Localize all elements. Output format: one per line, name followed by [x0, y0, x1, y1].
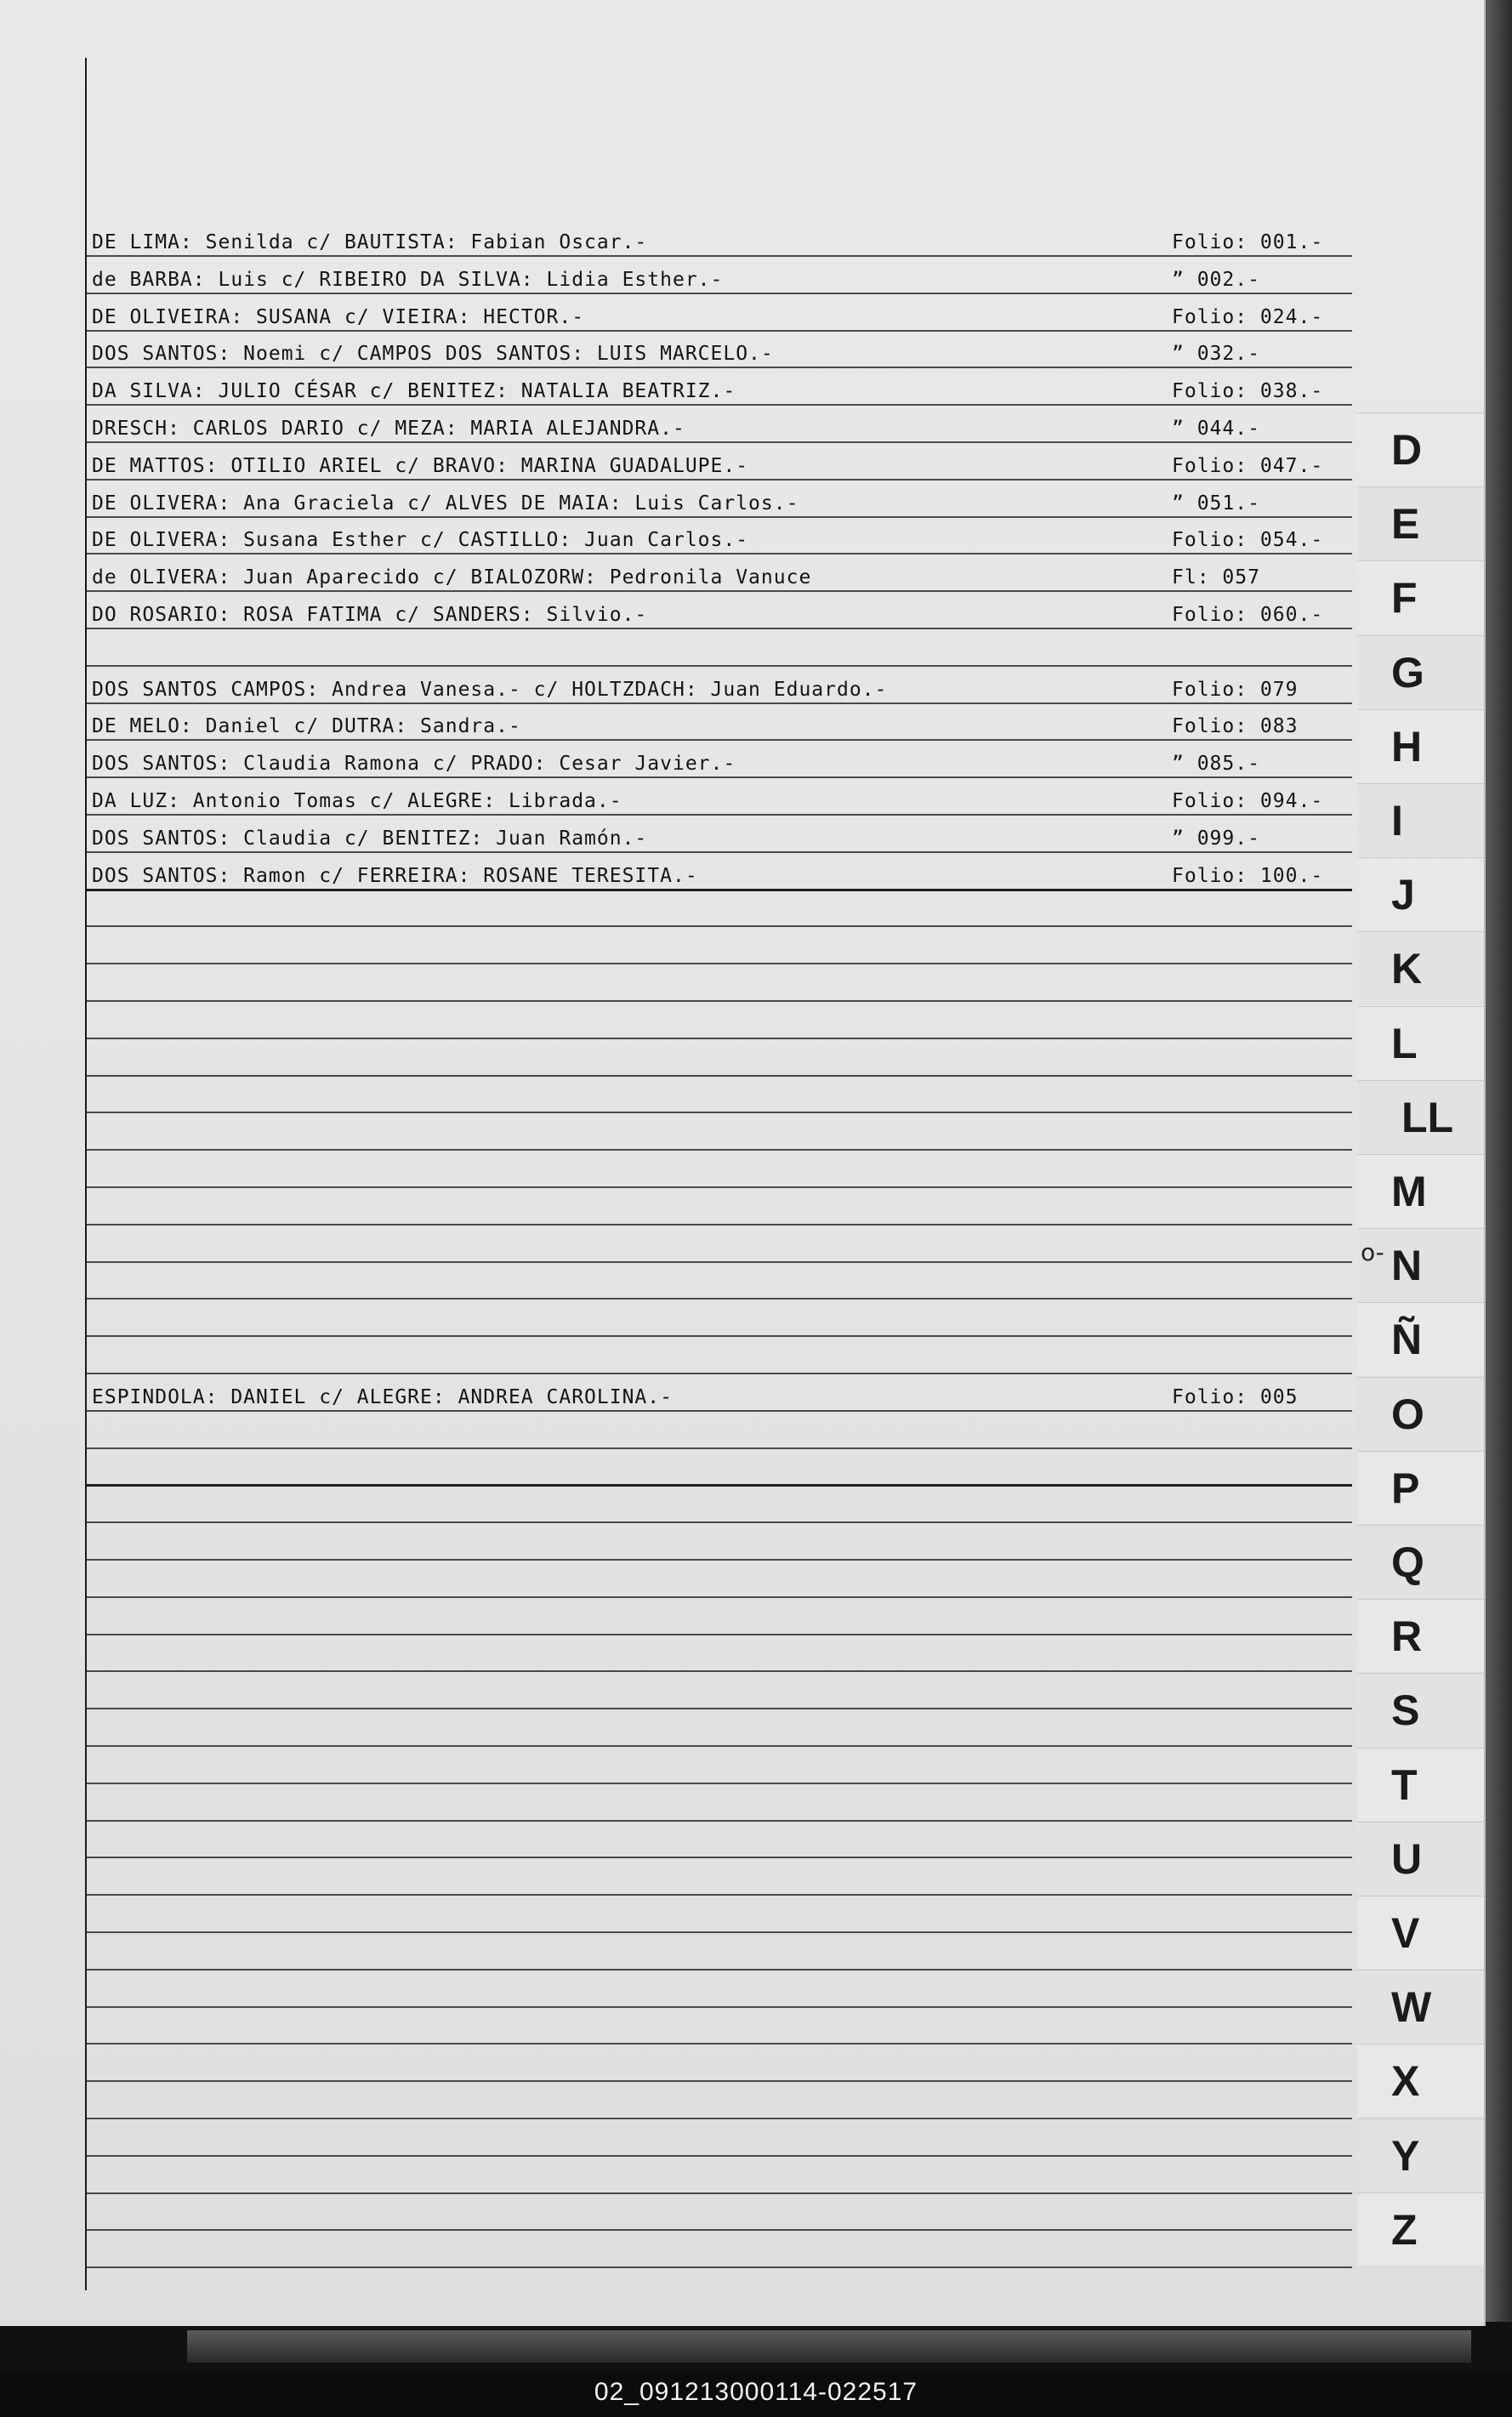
ruled-line: [87, 479, 1352, 481]
entry-names: DOS SANTOS: Claudia Ramona c/ PRADO: Cesar Javier.-: [92, 753, 736, 775]
ruled-line: [87, 1894, 1352, 1896]
entry-folio: Folio: 047.-: [1172, 455, 1324, 477]
ruled-line: [87, 1559, 1352, 1561]
index-entry: [92, 259, 1350, 293]
page-shadow: [187, 2330, 1471, 2363]
index-entry: [92, 855, 1350, 889]
ruled-line: [87, 1224, 1352, 1226]
ruled-line: [87, 1931, 1352, 1933]
entry-folio: Folio: 079: [1172, 679, 1299, 701]
ruled-line: [87, 330, 1352, 332]
tab-u[interactable]: U: [1357, 1822, 1485, 1895]
ruled-line: [87, 1969, 1352, 1971]
index-entry: [92, 221, 1350, 255]
ruled-line: [87, 1521, 1352, 1523]
ruled-line: [87, 1075, 1352, 1077]
ruled-line: [87, 2043, 1352, 2044]
entry-names: DOS SANTOS CAMPOS: Andrea Vanesa.- c/ HOLTZDACH: Juan Eduardo.-: [92, 679, 888, 701]
tab-h[interactable]: H: [1357, 709, 1485, 782]
tab-ll[interactable]: LL: [1357, 1080, 1485, 1153]
index-entry: [92, 705, 1350, 739]
tab-x[interactable]: X: [1357, 2044, 1485, 2117]
alphabet-tabs: [1357, 412, 1485, 2317]
ruled-line: [87, 814, 1352, 816]
section-divider-line: [87, 1484, 1352, 1487]
ruled-line: [87, 665, 1352, 667]
ruled-line: [87, 1373, 1352, 1374]
tab-m[interactable]: M: [1357, 1154, 1485, 1227]
ruled-line: [87, 441, 1352, 443]
ruled-line: [87, 1038, 1352, 1039]
entry-names: DOS SANTOS: Claudia c/ BENITEZ: Juan Ramón.-: [92, 827, 648, 850]
tab-y[interactable]: Y: [1357, 2118, 1485, 2192]
index-entry: [92, 742, 1350, 776]
index-entry: [92, 407, 1350, 441]
ruled-line: [87, 2080, 1352, 2082]
entry-folio: Folio: 001.-: [1172, 231, 1324, 253]
tab-v[interactable]: V: [1357, 1896, 1485, 1969]
tab-s[interactable]: S: [1357, 1673, 1485, 1746]
ruled-line: [87, 553, 1352, 554]
ruled-line: [87, 590, 1352, 592]
tab-i[interactable]: I: [1357, 783, 1485, 856]
ruled-line: [87, 1335, 1352, 1337]
section-divider-line: [87, 889, 1352, 891]
ruled-line: [87, 739, 1352, 741]
ruled-line: [87, 1634, 1352, 1635]
ruled-line: [87, 1112, 1352, 1113]
index-entry: [92, 370, 1350, 404]
tab-q[interactable]: Q: [1357, 1525, 1485, 1598]
entry-names: DO ROSARIO: ROSA FATIMA c/ SANDERS: Silvio.-: [92, 604, 648, 626]
ruled-line: [87, 255, 1352, 257]
tab-o[interactable]: O: [1357, 1377, 1485, 1450]
ruled-line: [87, 1410, 1352, 1412]
scan-id-label: 02_091213000114-022517: [594, 2378, 918, 2406]
ruled-line: [87, 2006, 1352, 2008]
ruled-line: [87, 963, 1352, 964]
tab-p[interactable]: P: [1357, 1451, 1485, 1524]
entry-folio: Fl: 057: [1172, 566, 1260, 589]
entry-folio: ” 044.-: [1172, 418, 1260, 440]
entry-names: DE OLIVEIRA: SUSANA c/ VIEIRA: HECTOR.-: [92, 306, 585, 328]
index-entry: [92, 780, 1350, 814]
entry-folio: ” 051.-: [1172, 492, 1260, 515]
entry-names: DA LUZ: Antonio Tomas c/ ALEGRE: Librada.-: [92, 790, 622, 812]
entry-names: DE LIMA: Senilda c/ BAUTISTA: Fabian Oscar.-: [92, 231, 648, 253]
index-entry: [92, 817, 1350, 851]
tab-pencil-mark: o-: [1361, 1238, 1384, 1266]
ruled-line: [87, 702, 1352, 704]
ruled-line: [87, 851, 1352, 853]
ruled-line: [87, 367, 1352, 368]
ruled-line: [87, 628, 1352, 629]
tab-e[interactable]: E: [1357, 486, 1485, 560]
index-entry: [92, 594, 1350, 628]
margin-line: [85, 58, 87, 2290]
entry-names: ESPINDOLA: DANIEL c/ ALEGRE: ANDREA CAROLINA.-: [92, 1386, 673, 1408]
ruled-line: [87, 1596, 1352, 1598]
entry-folio: Folio: 083: [1172, 715, 1299, 737]
ruled-line: [87, 1186, 1352, 1188]
ruled-line: [87, 2266, 1352, 2268]
ruled-line: [87, 925, 1352, 927]
tab-l[interactable]: L: [1357, 1006, 1485, 1079]
index-entry: [92, 482, 1350, 516]
entry-folio: Folio: 005: [1172, 1386, 1299, 1408]
entry-folio: Folio: 100.-: [1172, 865, 1324, 887]
ruled-line: [87, 1857, 1352, 1858]
entry-folio: ” 099.-: [1172, 827, 1260, 850]
ruled-line: [87, 1820, 1352, 1822]
entry-names: DE MATTOS: OTILIO ARIEL c/ BRAVO: MARINA GUADALUPE.-: [92, 455, 749, 477]
ruled-line: [87, 1298, 1352, 1299]
ruled-line: [87, 776, 1352, 778]
entry-folio: Folio: 094.-: [1172, 790, 1324, 812]
ruled-line: [87, 1261, 1352, 1263]
ruled-line: [87, 1000, 1352, 1002]
entry-names: DE MELO: Daniel c/ DUTRA: Sandra.-: [92, 715, 521, 737]
entry-names: DRESCH: CARLOS DARIO c/ MEZA: MARIA ALEJANDRA.-: [92, 418, 685, 440]
index-entry: [92, 519, 1350, 553]
entry-folio: Folio: 038.-: [1172, 380, 1324, 402]
index-entry: [92, 668, 1350, 702]
ruled-line: [87, 2118, 1352, 2119]
entry-names: DE OLIVERA: Ana Graciela c/ ALVES DE MAIA: Luis Carlos.-: [92, 492, 799, 515]
tab-t[interactable]: T: [1357, 1748, 1485, 1821]
ruled-line: [87, 1708, 1352, 1709]
entry-names: DE OLIVERA: Susana Esther c/ CASTILLO: Juan Carlos.-: [92, 529, 749, 551]
tab-enye[interactable]: Ñ: [1357, 1302, 1485, 1375]
tab-w[interactable]: W: [1357, 1970, 1485, 2043]
entry-names: DOS SANTOS: Noemi c/ CAMPOS DOS SANTOS: LUIS MARCELO.-: [92, 343, 774, 365]
ruled-line: [87, 1149, 1352, 1151]
ruled-line: [87, 1670, 1352, 1672]
ruled-line: [87, 1447, 1352, 1449]
ruled-line: [87, 2155, 1352, 2157]
tab-k[interactable]: K: [1357, 931, 1485, 1004]
ruled-line: [87, 1783, 1352, 1784]
entry-folio: ” 032.-: [1172, 343, 1260, 365]
ruled-line: [87, 2229, 1352, 2231]
index-entry: [92, 445, 1350, 479]
index-entry: [92, 1376, 1350, 1410]
entry-names: DOS SANTOS: Ramon c/ FERREIRA: ROSANE TERESITA.-: [92, 865, 698, 887]
entry-names: de BARBA: Luis c/ RIBEIRO DA SILVA: Lidia Esther.-: [92, 269, 724, 291]
tab-j[interactable]: J: [1357, 857, 1485, 930]
tab-f[interactable]: F: [1357, 560, 1485, 634]
entry-names: DA SILVA: JULIO CÉSAR c/ BENITEZ: NATALIA BEATRIZ.-: [92, 380, 736, 402]
tab-r[interactable]: R: [1357, 1599, 1485, 1672]
entry-folio: Folio: 060.-: [1172, 604, 1324, 626]
ruled-line: [87, 293, 1352, 294]
entry-folio: Folio: 054.-: [1172, 529, 1324, 551]
entry-folio: Folio: 024.-: [1172, 306, 1324, 328]
ruled-line: [87, 516, 1352, 518]
index-entry: [92, 296, 1350, 330]
tab-g[interactable]: G: [1357, 635, 1485, 708]
entry-folio: ” 002.-: [1172, 269, 1260, 291]
entry-folio: ” 085.-: [1172, 753, 1260, 775]
tab-d[interactable]: D: [1357, 412, 1485, 486]
tab-z[interactable]: Z: [1357, 2192, 1485, 2266]
ruled-line: [87, 2192, 1352, 2194]
ruled-line: [87, 1745, 1352, 1747]
tab-n[interactable]: N: [1357, 1228, 1485, 1301]
index-entry: [92, 556, 1350, 590]
entry-names: de OLIVERA: Juan Aparecido c/ BIALOZORW: Pedronila Vanuce: [92, 566, 812, 589]
ruled-line: [87, 404, 1352, 406]
index-entry: [92, 333, 1350, 367]
